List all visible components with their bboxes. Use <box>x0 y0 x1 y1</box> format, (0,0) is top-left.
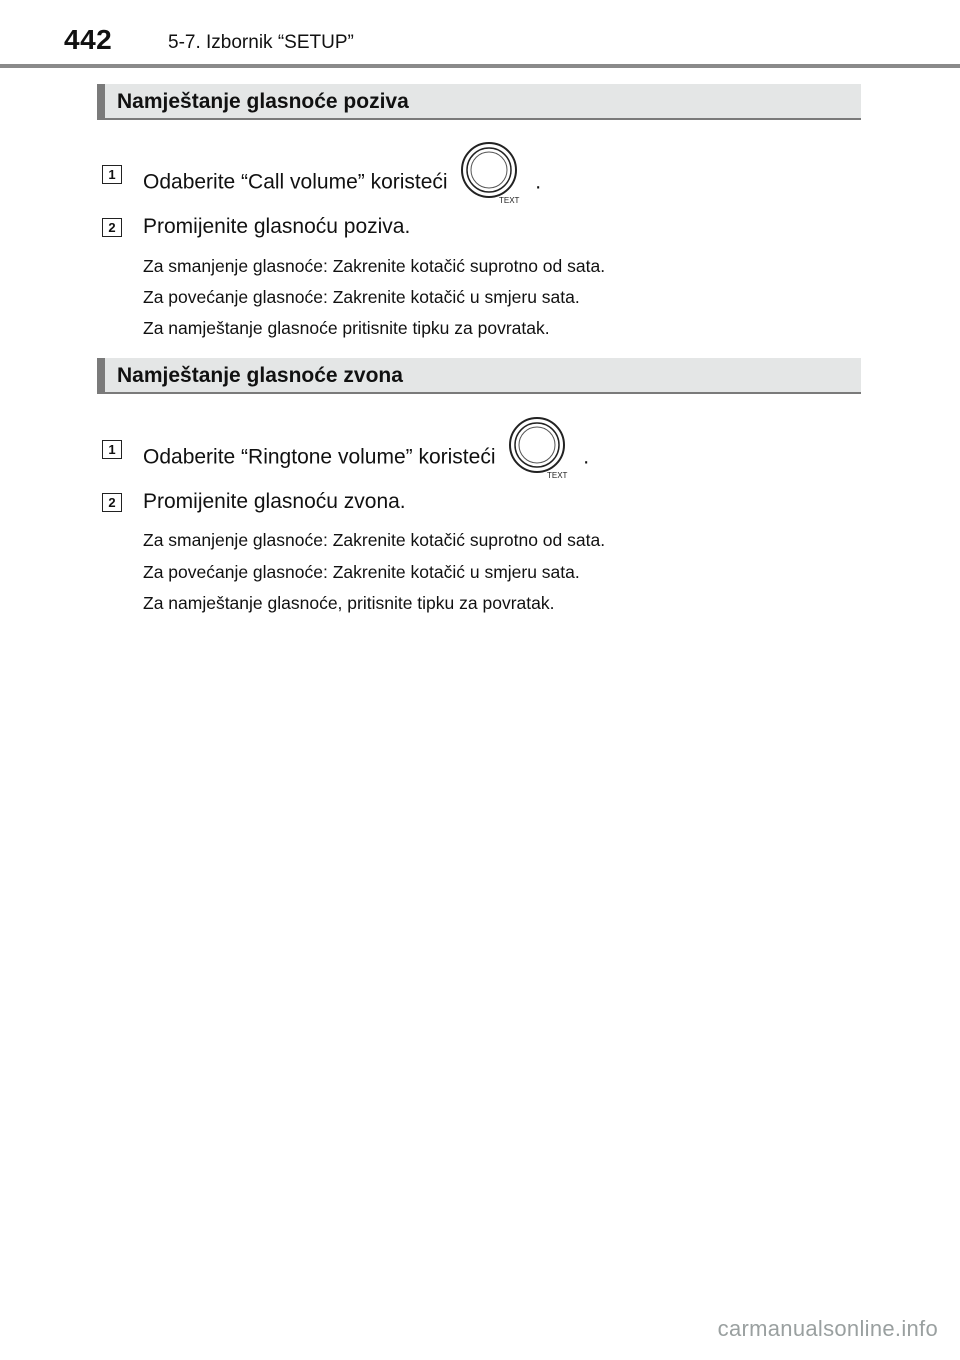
section-heading-call-volume <box>97 84 861 120</box>
note-confirm: Za namještanje glasnoće, pritisnite tipku za povratak. <box>143 593 555 613</box>
watermark: carmanualsonline.info <box>717 1316 938 1341</box>
step-select-ringtone-volume <box>143 437 589 479</box>
step-text: Odaberite “Call volume” koristeći <box>143 170 448 194</box>
tune-knob-icon <box>459 140 523 204</box>
chapter-title: 5-7. Izbornik “SETUP” <box>168 32 354 53</box>
step-number-badge: 2 <box>102 218 122 237</box>
note-decrease: Za smanjenje glasnoće: Zakrenite kotačić suprotno od sata. <box>143 530 606 550</box>
tune-knob-icon <box>507 415 571 479</box>
note-increase: Za povećanje glasnoće: Zakrenite kotačić u smjeru sata. <box>143 562 580 582</box>
step-number-badge: 2 <box>102 493 122 512</box>
step-change-call-volume: Promijenite glasnoću poziva. <box>143 215 411 238</box>
page-number: 442 <box>64 24 113 55</box>
section-title: Namještanje glasnoće poziva <box>117 90 409 113</box>
section-heading-ringtone-volume <box>97 358 861 394</box>
header-rule <box>0 64 960 68</box>
note-decrease: Za smanjenje glasnoće: Zakrenite kotačić suprotno od sata. <box>143 256 606 276</box>
step-number-badge: 1 <box>102 440 122 459</box>
note-increase: Za povećanje glasnoće: Zakrenite kotačić u smjeru sata. <box>143 287 580 307</box>
step-text: Odaberite “Ringtone volume” koristeći <box>143 445 496 469</box>
step-number-badge: 1 <box>102 165 122 184</box>
step-text-end: . <box>583 445 590 469</box>
section-title: Namještanje glasnoće zvona <box>117 364 403 387</box>
knob-label: TEXT <box>547 471 568 479</box>
note-confirm: Za namještanje glasnoće pritisnite tipku za povratak. <box>143 318 550 338</box>
step-text-end: . <box>535 170 542 194</box>
step-select-call-volume <box>143 162 541 204</box>
knob-label: TEXT <box>499 196 520 204</box>
step-change-ringtone-volume: Promijenite glasnoću zvona. <box>143 490 406 513</box>
